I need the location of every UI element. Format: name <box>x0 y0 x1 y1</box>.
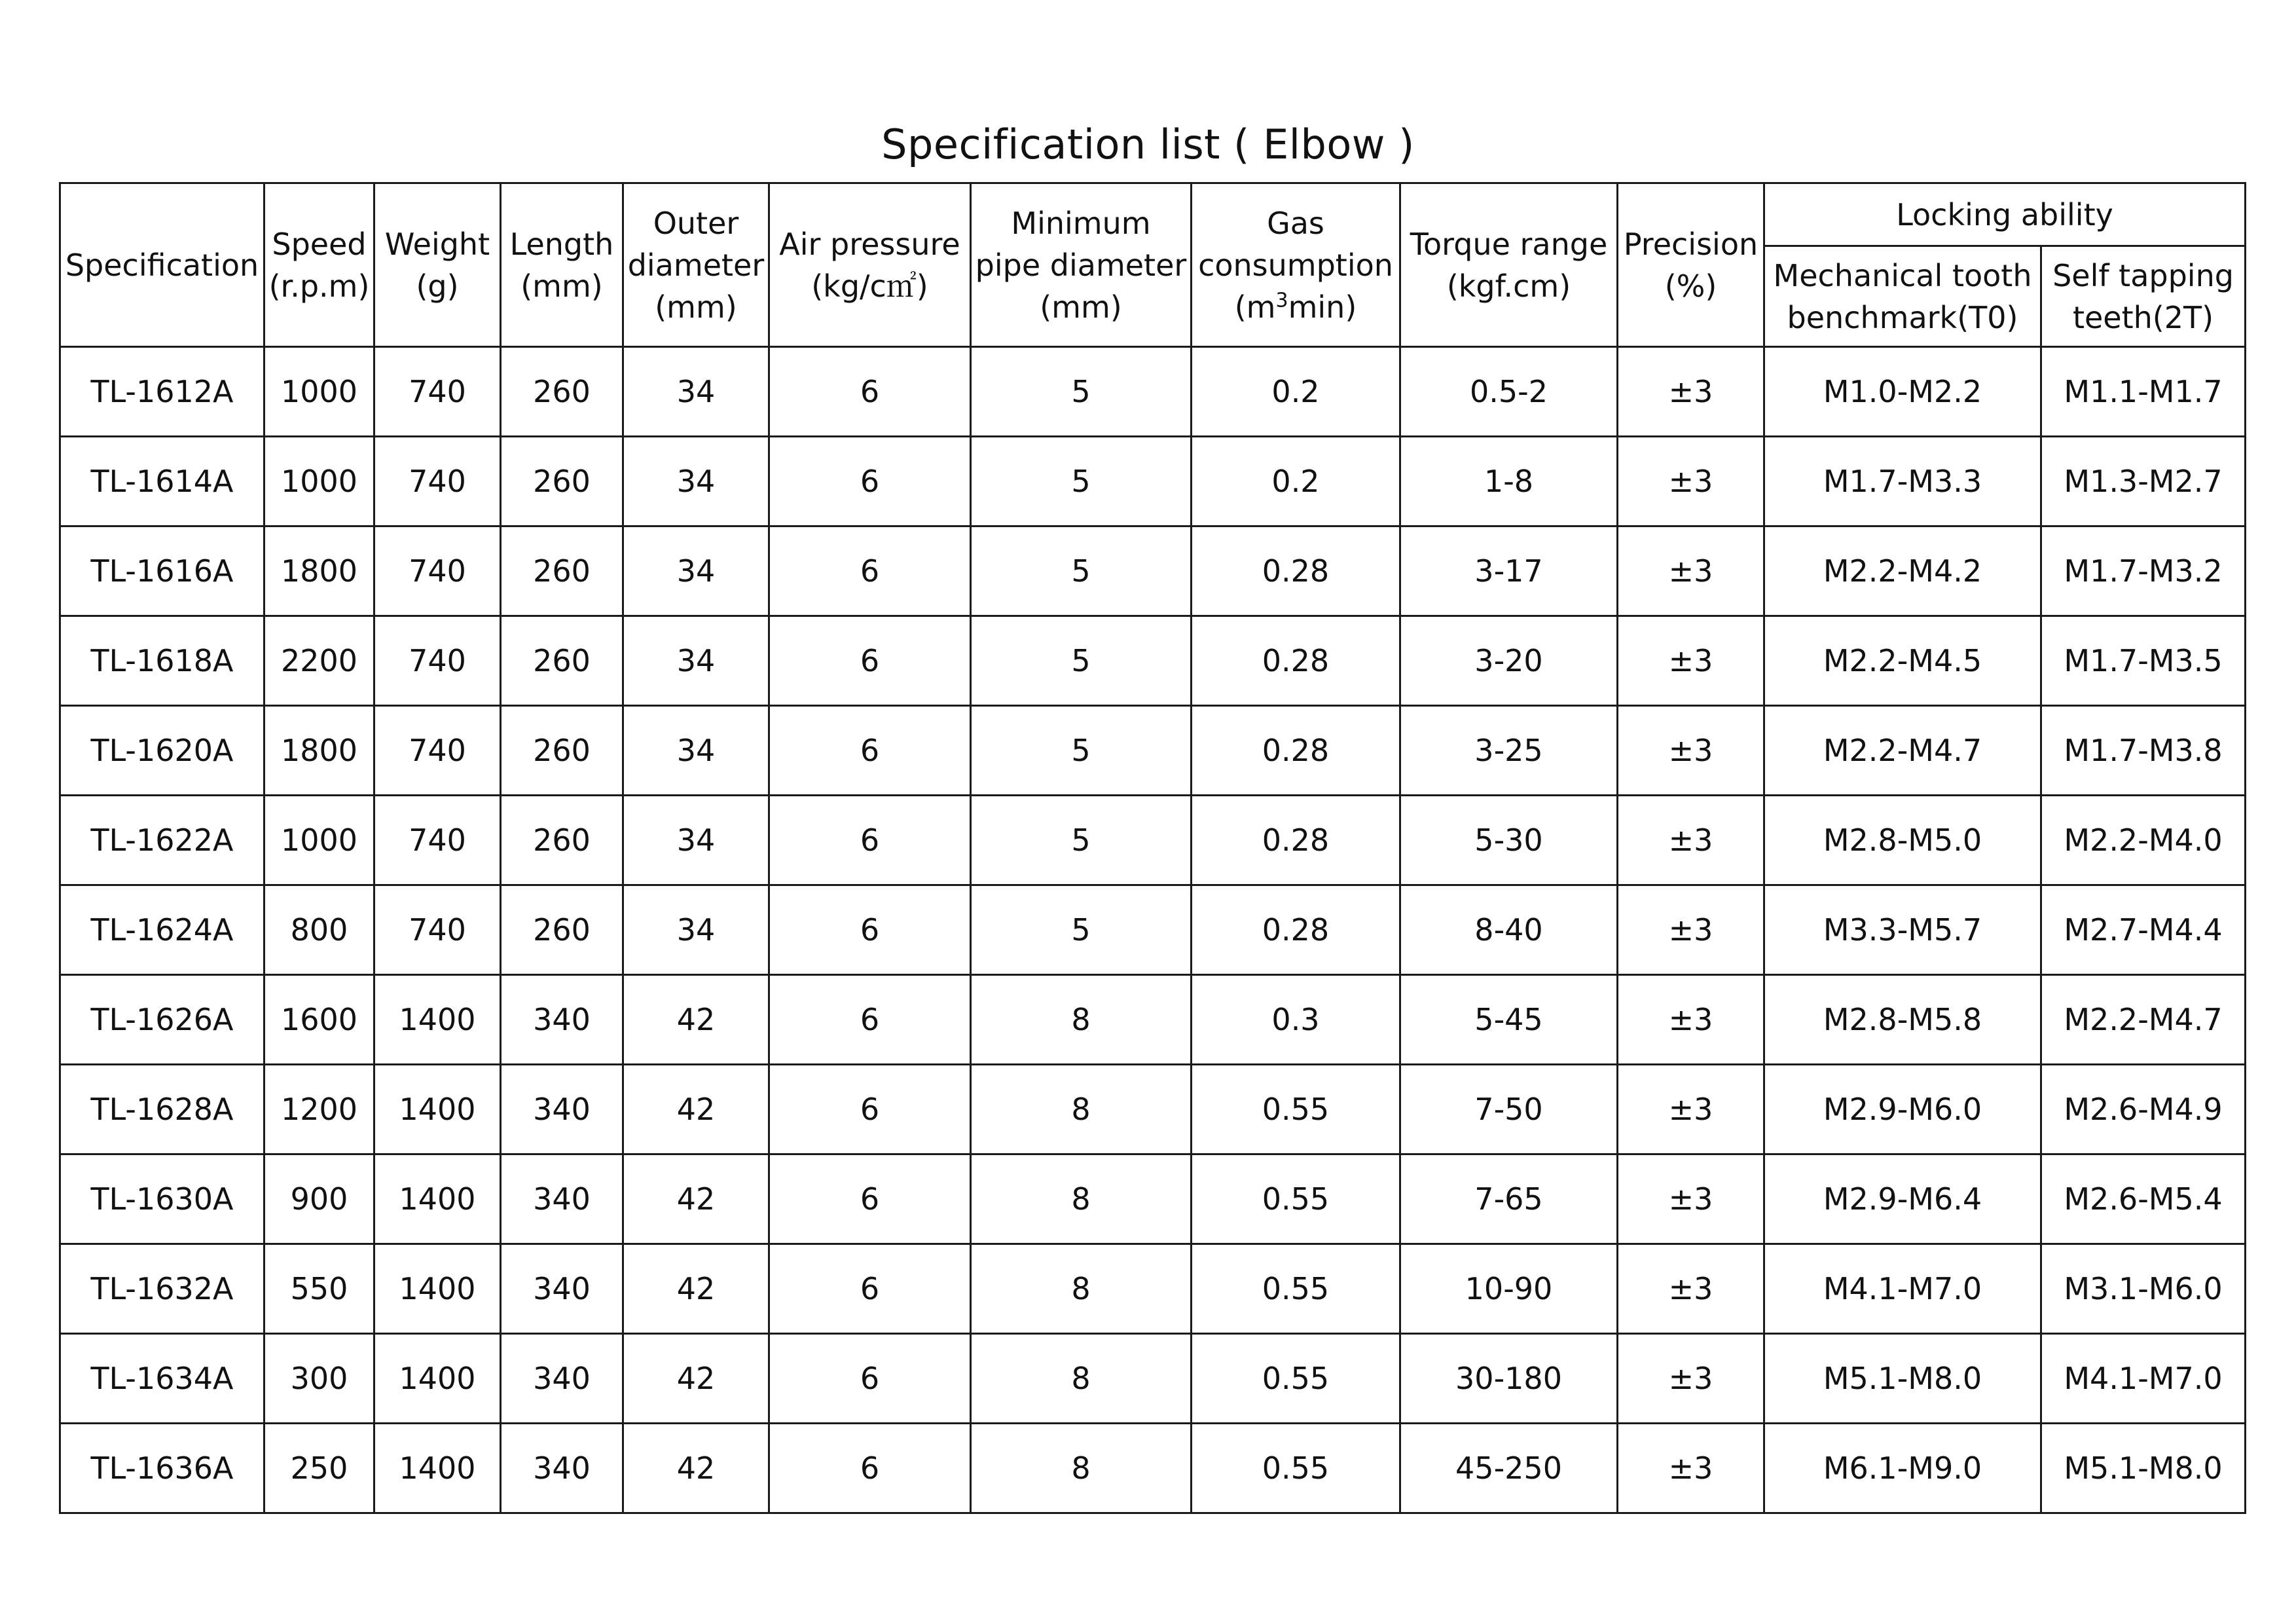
cell-self-tapping: M2.2-M4.7 <box>2041 975 2246 1065</box>
header-specification: Specification <box>60 183 264 347</box>
cell-mechanical-tooth: M5.1-M8.0 <box>1764 1334 2041 1424</box>
cell-precision: ±3 <box>1618 975 1764 1065</box>
cell-specification: TL-1620A <box>60 706 264 796</box>
cell-length: 340 <box>501 1334 623 1424</box>
table-row <box>60 526 2246 616</box>
cell-air-pressure: 6 <box>769 347 971 437</box>
cell-precision: ±3 <box>1618 347 1764 437</box>
cell-self-tapping: M2.2-M4.0 <box>2041 796 2246 885</box>
cell-torque-range: 8-40 <box>1400 885 1618 975</box>
cell-length: 340 <box>501 1065 623 1154</box>
cell-precision: ±3 <box>1618 1424 1764 1513</box>
cell-mechanical-tooth: M2.9-M6.0 <box>1764 1065 2041 1154</box>
cell-outer-diameter: 34 <box>623 885 769 975</box>
table-row <box>60 796 2246 885</box>
cell-precision: ±3 <box>1618 616 1764 706</box>
cell-min-pipe-diameter: 8 <box>971 1154 1192 1244</box>
cell-self-tapping: M4.1-M7.0 <box>2041 1334 2246 1424</box>
cell-specification: TL-1624A <box>60 885 264 975</box>
cell-gas-consumption: 0.28 <box>1192 706 1400 796</box>
cell-specification: TL-1628A <box>60 1065 264 1154</box>
cell-torque-range: 3-17 <box>1400 526 1618 616</box>
cell-mechanical-tooth: M2.8-M5.8 <box>1764 975 2041 1065</box>
cell-length: 340 <box>501 1154 623 1244</box>
cell-weight: 740 <box>374 616 501 706</box>
cell-outer-diameter: 42 <box>623 1154 769 1244</box>
cell-mechanical-tooth: M2.8-M5.0 <box>1764 796 2041 885</box>
cell-length: 260 <box>501 526 623 616</box>
cell-precision: ±3 <box>1618 1065 1764 1154</box>
cell-speed: 1200 <box>264 1065 374 1154</box>
cell-weight: 1400 <box>374 1424 501 1513</box>
cell-mechanical-tooth: M4.1-M7.0 <box>1764 1244 2041 1334</box>
header-air-pressure: Air pressure (kg/c㎡) <box>769 183 971 347</box>
cell-precision: ±3 <box>1618 1334 1764 1424</box>
cell-weight: 740 <box>374 526 501 616</box>
header-self-tapping: Self tapping teeth(2T) <box>2041 246 2246 347</box>
cell-torque-range: 3-25 <box>1400 706 1618 796</box>
cell-self-tapping: M1.7-M3.5 <box>2041 616 2246 706</box>
cell-mechanical-tooth: M1.7-M3.3 <box>1764 437 2041 526</box>
cell-self-tapping: M2.6-M5.4 <box>2041 1154 2246 1244</box>
table-row <box>60 1065 2246 1154</box>
cell-mechanical-tooth: M1.0-M2.2 <box>1764 347 2041 437</box>
cell-air-pressure: 6 <box>769 975 971 1065</box>
cell-self-tapping: M3.1-M6.0 <box>2041 1244 2246 1334</box>
cell-torque-range: 7-50 <box>1400 1065 1618 1154</box>
cell-gas-consumption: 0.3 <box>1192 975 1400 1065</box>
cell-weight: 740 <box>374 885 501 975</box>
cell-length: 260 <box>501 706 623 796</box>
cell-min-pipe-diameter: 5 <box>971 437 1192 526</box>
cell-speed: 1000 <box>264 796 374 885</box>
cell-length: 260 <box>501 347 623 437</box>
cell-speed: 2200 <box>264 616 374 706</box>
table-row <box>60 1154 2246 1244</box>
cell-self-tapping: M2.6-M4.9 <box>2041 1065 2246 1154</box>
cell-outer-diameter: 42 <box>623 1424 769 1513</box>
cell-precision: ±3 <box>1618 1244 1764 1334</box>
header-precision: Precision (%) <box>1618 183 1764 347</box>
cell-air-pressure: 6 <box>769 1424 971 1513</box>
header-locking-ability: Locking ability <box>1764 183 2246 246</box>
cell-weight: 1400 <box>374 975 501 1065</box>
cell-air-pressure: 6 <box>769 616 971 706</box>
cell-self-tapping: M1.7-M3.8 <box>2041 706 2246 796</box>
cell-outer-diameter: 34 <box>623 616 769 706</box>
cell-gas-consumption: 0.28 <box>1192 526 1400 616</box>
cell-speed: 300 <box>264 1334 374 1424</box>
header-weight: Weight (g) <box>374 183 501 347</box>
cell-torque-range: 45-250 <box>1400 1424 1618 1513</box>
cell-torque-range: 5-30 <box>1400 796 1618 885</box>
cell-min-pipe-diameter: 8 <box>971 975 1192 1065</box>
cell-outer-diameter: 34 <box>623 706 769 796</box>
cell-torque-range: 0.5-2 <box>1400 347 1618 437</box>
cell-speed: 1800 <box>264 526 374 616</box>
cell-speed: 800 <box>264 885 374 975</box>
cell-air-pressure: 6 <box>769 1154 971 1244</box>
cell-speed: 900 <box>264 1154 374 1244</box>
cell-length: 340 <box>501 975 623 1065</box>
cell-weight: 1400 <box>374 1154 501 1244</box>
cell-speed: 1800 <box>264 706 374 796</box>
cell-mechanical-tooth: M3.3-M5.7 <box>1764 885 2041 975</box>
cell-precision: ±3 <box>1618 437 1764 526</box>
header-length: Length (mm) <box>501 183 623 347</box>
cell-specification: TL-1636A <box>60 1424 264 1513</box>
table-row <box>60 1334 2246 1424</box>
cell-torque-range: 5-45 <box>1400 975 1618 1065</box>
cell-gas-consumption: 0.2 <box>1192 347 1400 437</box>
cell-min-pipe-diameter: 5 <box>971 885 1192 975</box>
cell-weight: 1400 <box>374 1244 501 1334</box>
header-min-pipe-diameter: Minimum pipe diameter (mm) <box>971 183 1192 347</box>
header-mechanical-tooth: Mechanical tooth benchmark(T0) <box>1764 246 2041 347</box>
cell-speed: 1600 <box>264 975 374 1065</box>
cell-min-pipe-diameter: 8 <box>971 1424 1192 1513</box>
table-row <box>60 885 2246 975</box>
cell-self-tapping: M5.1-M8.0 <box>2041 1424 2246 1513</box>
cell-length: 260 <box>501 437 623 526</box>
cell-outer-diameter: 34 <box>623 796 769 885</box>
specification-table <box>59 182 2246 1514</box>
cell-air-pressure: 6 <box>769 885 971 975</box>
cell-outer-diameter: 42 <box>623 1244 769 1334</box>
cell-speed: 250 <box>264 1424 374 1513</box>
cell-outer-diameter: 42 <box>623 1334 769 1424</box>
cell-air-pressure: 6 <box>769 796 971 885</box>
cell-torque-range: 3-20 <box>1400 616 1618 706</box>
cell-min-pipe-diameter: 5 <box>971 526 1192 616</box>
page-title: Specification list ( Elbow ) <box>881 120 1415 168</box>
cell-gas-consumption: 0.55 <box>1192 1244 1400 1334</box>
cell-specification: TL-1630A <box>60 1154 264 1244</box>
cell-outer-diameter: 34 <box>623 437 769 526</box>
cell-specification: TL-1634A <box>60 1334 264 1424</box>
cell-min-pipe-diameter: 8 <box>971 1244 1192 1334</box>
cell-mechanical-tooth: M6.1-M9.0 <box>1764 1424 2041 1513</box>
cell-gas-consumption: 0.55 <box>1192 1424 1400 1513</box>
cell-weight: 740 <box>374 437 501 526</box>
cell-length: 340 <box>501 1424 623 1513</box>
cell-min-pipe-diameter: 5 <box>971 616 1192 706</box>
table-row <box>60 975 2246 1065</box>
cell-outer-diameter: 34 <box>623 347 769 437</box>
cell-air-pressure: 6 <box>769 1065 971 1154</box>
cell-mechanical-tooth: M2.9-M6.4 <box>1764 1154 2041 1244</box>
cell-weight: 1400 <box>374 1065 501 1154</box>
table-row <box>60 1424 2246 1513</box>
cell-min-pipe-diameter: 5 <box>971 796 1192 885</box>
cell-gas-consumption: 0.55 <box>1192 1065 1400 1154</box>
table-row <box>60 1244 2246 1334</box>
cell-speed: 1000 <box>264 437 374 526</box>
cell-length: 260 <box>501 796 623 885</box>
cell-length: 260 <box>501 885 623 975</box>
table-row <box>60 437 2246 526</box>
cell-precision: ±3 <box>1618 796 1764 885</box>
cell-length: 340 <box>501 1244 623 1334</box>
cell-gas-consumption: 0.55 <box>1192 1334 1400 1424</box>
table-row <box>60 347 2246 437</box>
cell-speed: 550 <box>264 1244 374 1334</box>
cell-precision: ±3 <box>1618 526 1764 616</box>
table-row <box>60 706 2246 796</box>
cell-specification: TL-1614A <box>60 437 264 526</box>
cell-min-pipe-diameter: 8 <box>971 1334 1192 1424</box>
cell-air-pressure: 6 <box>769 1244 971 1334</box>
cell-outer-diameter: 42 <box>623 975 769 1065</box>
cell-air-pressure: 6 <box>769 706 971 796</box>
cell-precision: ±3 <box>1618 885 1764 975</box>
cell-torque-range: 30-180 <box>1400 1334 1618 1424</box>
cell-length: 260 <box>501 616 623 706</box>
cell-specification: TL-1626A <box>60 975 264 1065</box>
header-torque-range: Torque range (kgf.cm) <box>1400 183 1618 347</box>
cell-self-tapping: M1.1-M1.7 <box>2041 347 2246 437</box>
cell-specification: TL-1622A <box>60 796 264 885</box>
cell-specification: TL-1632A <box>60 1244 264 1334</box>
table-body <box>60 347 2246 1513</box>
cell-min-pipe-diameter: 5 <box>971 347 1192 437</box>
cell-gas-consumption: 0.28 <box>1192 616 1400 706</box>
cell-torque-range: 1-8 <box>1400 437 1618 526</box>
cell-precision: ±3 <box>1618 1154 1764 1244</box>
cell-self-tapping: M1.7-M3.2 <box>2041 526 2246 616</box>
cell-air-pressure: 6 <box>769 1334 971 1424</box>
cell-speed: 1000 <box>264 347 374 437</box>
cell-mechanical-tooth: M2.2-M4.5 <box>1764 616 2041 706</box>
cell-precision: ±3 <box>1618 706 1764 796</box>
cell-self-tapping: M1.3-M2.7 <box>2041 437 2246 526</box>
header-gas-consumption: Gas consumption $(m^3\min)$ <box>1192 183 1400 347</box>
cell-gas-consumption: 0.28 <box>1192 885 1400 975</box>
table-header <box>60 183 2246 347</box>
cell-weight: 740 <box>374 796 501 885</box>
header-outer-diameter: Outer diameter (mm) <box>623 183 769 347</box>
cell-specification: TL-1616A <box>60 526 264 616</box>
cell-mechanical-tooth: M2.2-M4.2 <box>1764 526 2041 616</box>
cell-weight: 740 <box>374 706 501 796</box>
cell-gas-consumption: 0.28 <box>1192 796 1400 885</box>
cell-specification: TL-1612A <box>60 347 264 437</box>
cell-gas-consumption: 0.2 <box>1192 437 1400 526</box>
table-row <box>60 616 2246 706</box>
cell-outer-diameter: 42 <box>623 1065 769 1154</box>
cell-min-pipe-diameter: 8 <box>971 1065 1192 1154</box>
cell-air-pressure: 6 <box>769 437 971 526</box>
cell-mechanical-tooth: M2.2-M4.7 <box>1764 706 2041 796</box>
cell-outer-diameter: 34 <box>623 526 769 616</box>
cell-self-tapping: M2.7-M4.4 <box>2041 885 2246 975</box>
cell-min-pipe-diameter: 5 <box>971 706 1192 796</box>
cell-specification: TL-1618A <box>60 616 264 706</box>
header-row <box>60 183 2246 246</box>
cell-weight: 1400 <box>374 1334 501 1424</box>
header-speed: Speed (r.p.m) <box>264 183 374 347</box>
cell-gas-consumption: 0.55 <box>1192 1154 1400 1244</box>
cell-torque-range: 7-65 <box>1400 1154 1618 1244</box>
cell-air-pressure: 6 <box>769 526 971 616</box>
cell-weight: 740 <box>374 347 501 437</box>
cell-torque-range: 10-90 <box>1400 1244 1618 1334</box>
